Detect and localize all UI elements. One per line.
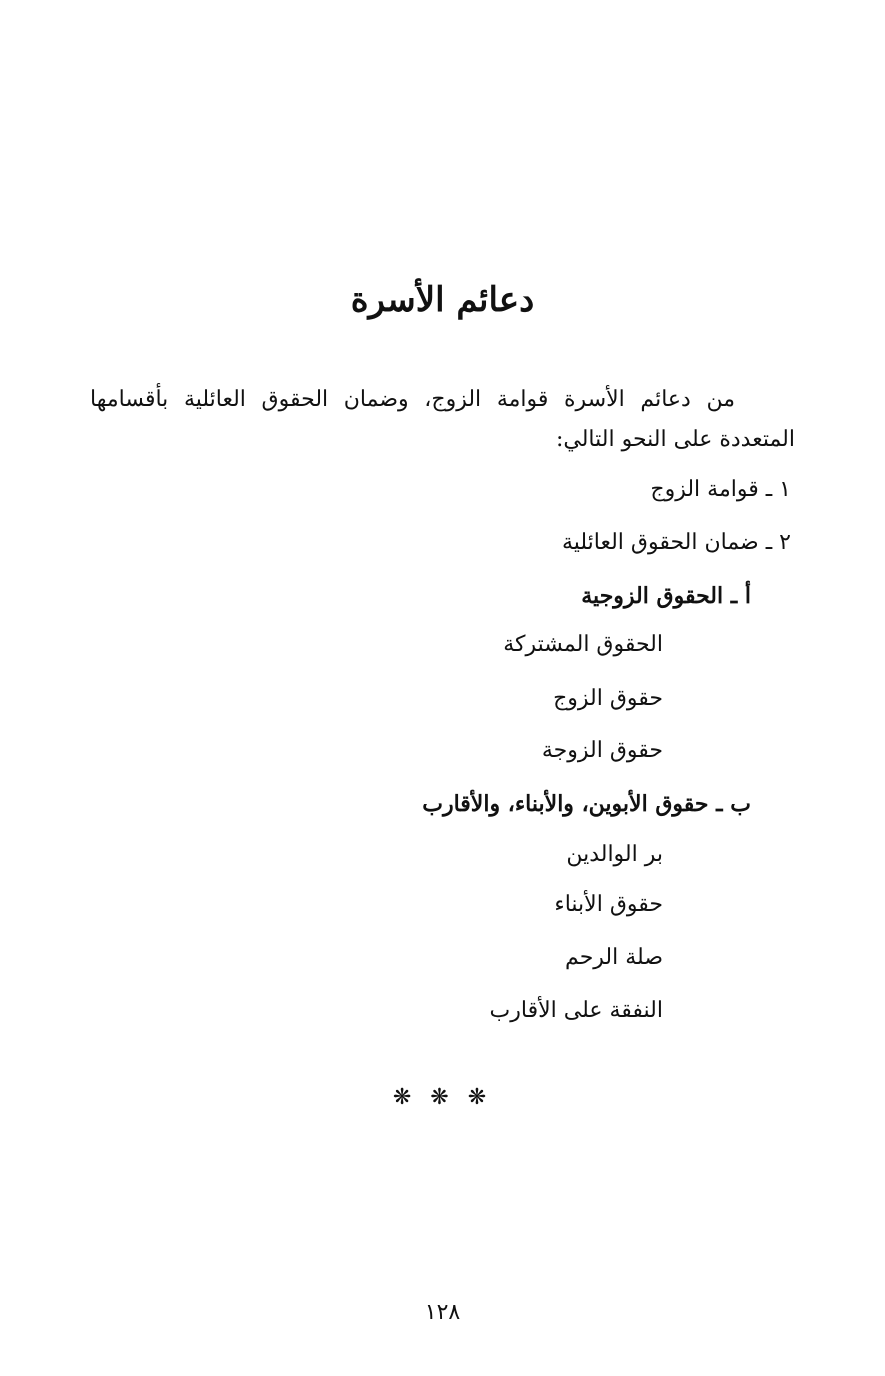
list-item-1: ١ ـ قوامة الزوج [650, 477, 791, 502]
section-b-item: حقوق الأبناء [554, 892, 663, 917]
section-separator: ❋ ❋ ❋ [392, 1085, 493, 1110]
section-a-item: الحقوق المشتركة [503, 632, 663, 657]
section-a-item: حقوق الزوج [553, 686, 663, 711]
page-number: ١٢٨ [424, 1300, 461, 1325]
intro-paragraph: من دعائم الأسرة قوامة الزوج، وضمان الحقوق العائلية بأقسامها المتعددة على النحو التالي: [90, 387, 795, 452]
section-b-item: بر الوالدين [566, 842, 663, 867]
section-b-item: النفقة على الأقارب [489, 998, 663, 1023]
page-title: دعائم الأسرة [350, 280, 535, 320]
list-item-2: ٢ ـ ضمان الحقوق العائلية [561, 530, 791, 555]
section-b-item: صلة الرحم [565, 945, 663, 970]
section-b-heading: ب ـ حقوق الأبوين، والأبناء، والأقارب [422, 791, 751, 817]
section-a-heading: أ ـ الحقوق الزوجية [581, 583, 751, 609]
section-a-item: حقوق الزوجة [541, 738, 663, 763]
